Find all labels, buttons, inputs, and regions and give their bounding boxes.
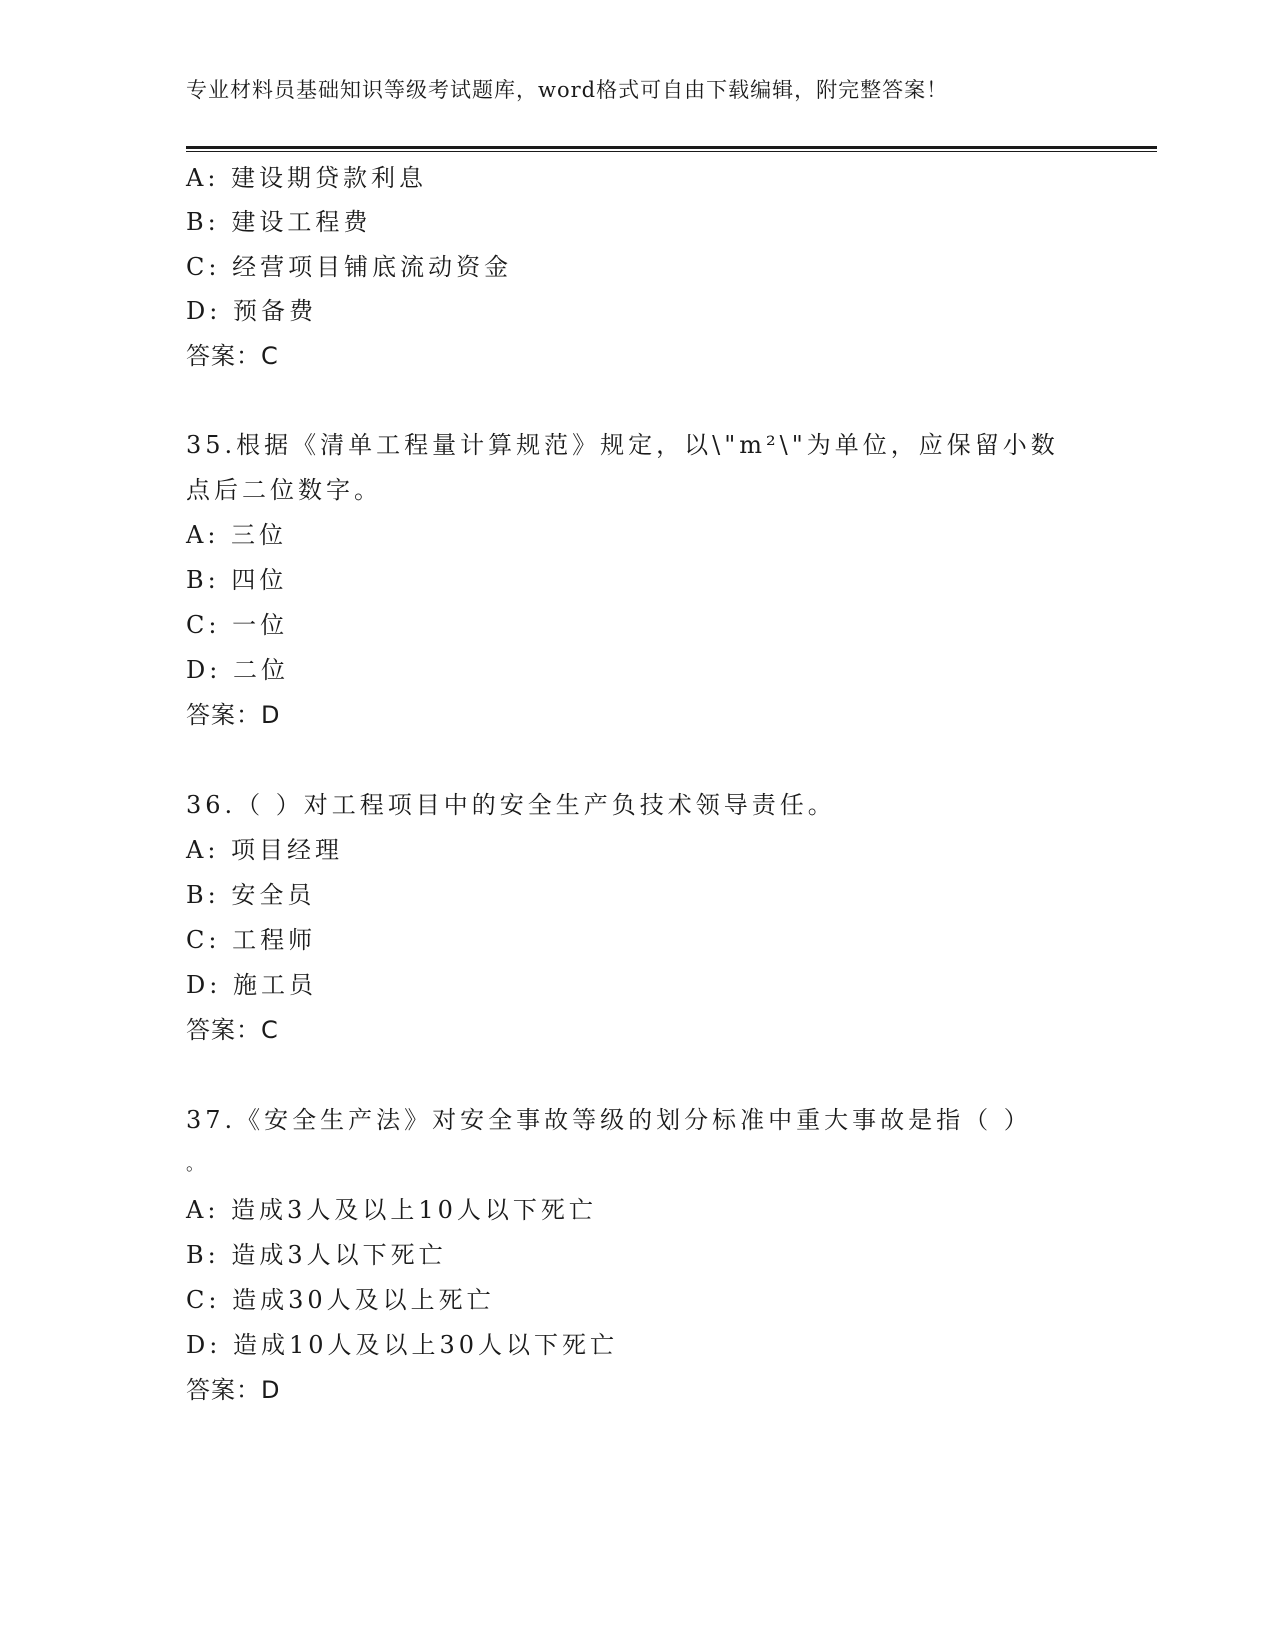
- q37-option-a: A: 造成3人及以上10人以下死亡: [186, 1196, 597, 1224]
- q35-option-d: D: 二位: [186, 656, 289, 684]
- q36-option-c: C: 工程师: [186, 926, 317, 954]
- q36-stem: 36.（ ）对工程项目中的安全生产负技术领导责任。: [186, 791, 836, 819]
- q34-option-c: C: 经营项目铺底流动资金: [186, 253, 513, 281]
- q35-option-a: A: 三位: [186, 521, 288, 549]
- q36-answer: 答案：C: [186, 1016, 279, 1044]
- q35-answer: 答案：D: [186, 701, 281, 729]
- q37-option-b: B: 造成3人以下死亡: [186, 1241, 447, 1269]
- q37-option-d: D: 造成10人及以上30人以下死亡: [186, 1331, 619, 1359]
- q34-option-a: A: 建设期贷款利息: [186, 164, 428, 192]
- q34-option-d: D: 预备费: [186, 297, 317, 325]
- q37-answer: 答案：D: [186, 1376, 281, 1404]
- header-rule-thin: [186, 151, 1157, 152]
- header-rule-thick: [186, 146, 1157, 149]
- q35-option-b: B: 四位: [186, 566, 288, 594]
- q34-answer: 答案：C: [186, 342, 279, 370]
- q36-option-b: B: 安全员: [186, 881, 316, 909]
- q35-stem-line-2: 点后二位数字。: [186, 476, 382, 504]
- q35-option-c: C: 一位: [186, 611, 289, 639]
- q34-option-b: B: 建设工程费: [186, 208, 372, 236]
- q36-option-d: D: 施工员: [186, 971, 317, 999]
- q37-stem-line-2: 。: [186, 1154, 208, 1175]
- q36-option-a: A: 项目经理: [186, 836, 344, 864]
- q35-stem-line-1: 35.根据《清单工程量计算规范》规定，以\"m²\"为单位，应保留小数: [186, 431, 1059, 459]
- q37-stem-line-1: 37.《安全生产法》对安全事故等级的划分标准中重大事故是指（ ）: [186, 1106, 1032, 1134]
- page-header: 专业材料员基础知识等级考试题库，word格式可自由下载编辑，附完整答案！: [186, 78, 949, 102]
- q37-option-c: C: 造成30人及以上死亡: [186, 1286, 495, 1314]
